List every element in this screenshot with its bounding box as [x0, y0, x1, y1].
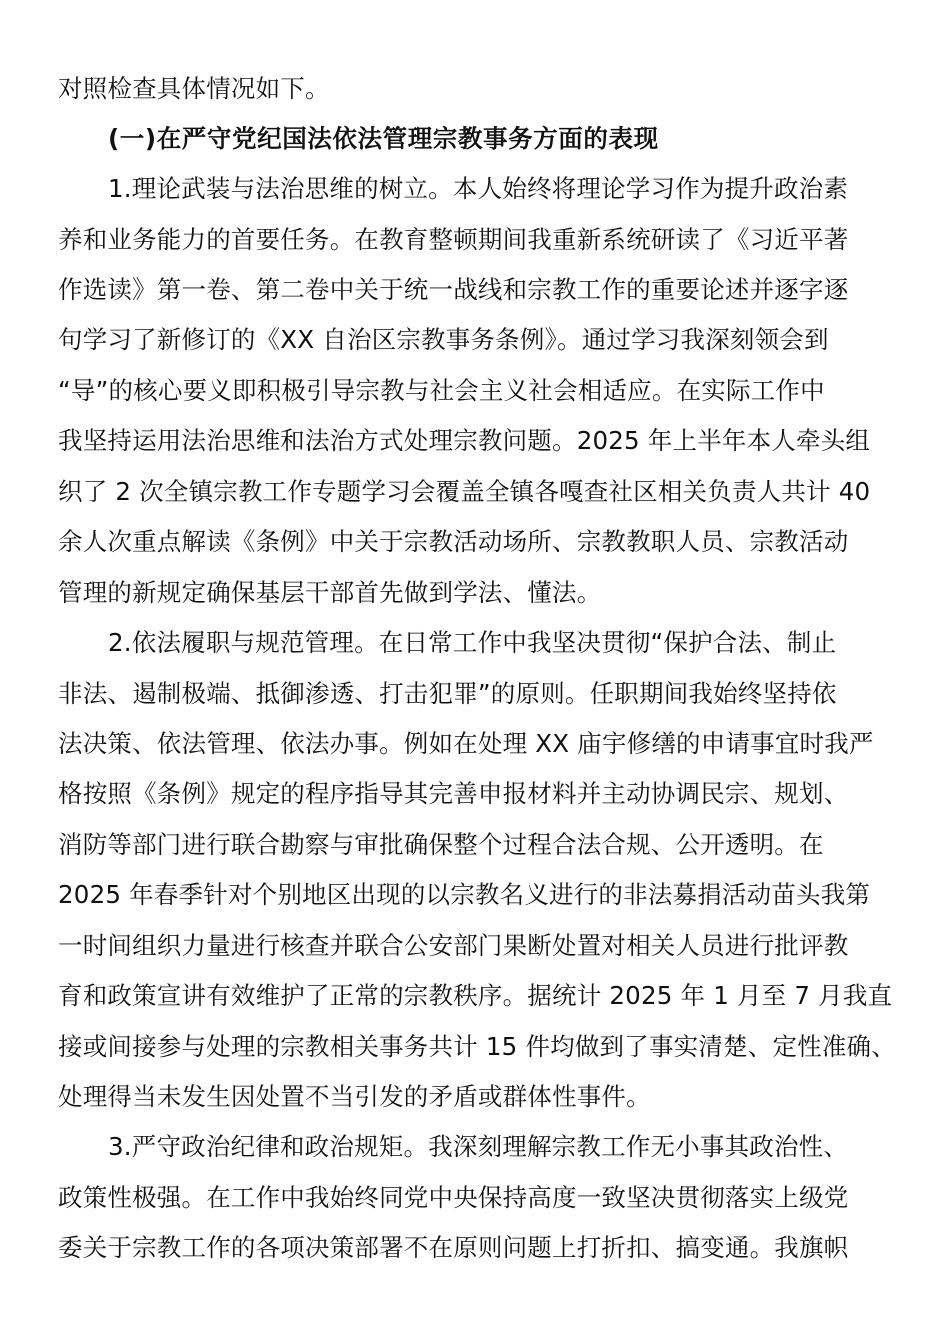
paragraph-3-line-3: 委关于宗教工作的各项决策部署不在原则问题上打折扣、搞变通。我旗帜: [58, 1233, 849, 1262]
paragraph-3-line-1: 3.严守政治纪律和政治规矩。我深刻理解宗教工作无小事其政治性、: [108, 1132, 849, 1161]
paragraph-1-line-2: 养和业务能力的首要任务。在教育整顿期间我重新系统研读了《习近平著: [58, 225, 849, 254]
paragraph-2-line-6: 2025 年春季针对个别地区出现的以宗教名义进行的非法募捐活动苗头我第: [58, 880, 871, 909]
paragraph-2-line-4: 格按照《条例》规定的程序指导其完善申报材料并主动协调民宗、规划、: [58, 779, 849, 808]
paragraph-2-line-5: 消防等部门进行联合勘察与审批确保整个过程合法合规、公开透明。在: [58, 830, 824, 859]
intro-line: 对照检查具体情况如下。: [58, 74, 330, 103]
paragraph-2-line-10: 处理得当未发生因处置不当引发的矛盾或群体性事件。: [58, 1082, 651, 1111]
paragraph-2-line-8: 育和政策宣讲有效维护了正常的宗教秩序。据统计 2025 年 1 月至 7 月我直: [58, 981, 893, 1010]
section-heading: (一)在严守党纪国法依法管理宗教事务方面的表现: [108, 124, 659, 153]
paragraph-2-line-2: 非法、遏制极端、抵御渗透、打击犯罪”的原则。任职期间我始终坚持依: [58, 679, 837, 708]
paragraph-2-line-3: 法决策、依法管理、依法办事。例如在处理 XX 庙宇修缮的申请事宜时我严: [58, 729, 874, 758]
paragraph-2-line-7: 一时间组织力量进行核查并联合公安部门果断处置对相关人员进行批评教: [58, 931, 849, 960]
paragraph-1-line-8: 余人次重点解读《条例》中关于宗教活动场所、宗教教职人员、宗教活动: [58, 527, 849, 556]
paragraph-1-line-9: 管理的新规定确保基层干部首先做到学法、懂法。: [58, 578, 602, 607]
paragraph-2-line-9: 接或间接参与处理的宗教相关事务共计 15 件均做到了事实清楚、定性准确、: [58, 1032, 896, 1061]
paragraph-3-line-2: 政策性极强。在工作中我始终同党中央保持高度一致坚决贯彻落实上级党: [58, 1183, 849, 1212]
paragraph-1-line-3: 作选读》第一卷、第二卷中关于统一战线和宗教工作的重要论述并逐字逐: [58, 275, 849, 304]
paragraph-1-line-4: 句学习了新修订的《XX 自治区宗教事务条例》。通过学习我深刻领会到: [58, 325, 829, 354]
paragraph-1-line-6: 我坚持运用法治思维和法治方式处理宗教问题。2025 年上半年本人牵头组: [58, 426, 871, 455]
paragraph-1-line-7: 织了 2 次全镇宗教工作专题学习会覆盖全镇各嘎查社区相关负责人共计 40: [58, 477, 871, 506]
paragraph-2-line-1: 2.依法履职与规范管理。在日常工作中我坚决贯彻“保护合法、制止: [108, 628, 837, 657]
paragraph-1-line-1: 1.理论武装与法治思维的树立。本人始终将理论学习作为提升政治素: [108, 174, 849, 203]
paragraph-1-line-5: “导”的核心要义即积极引导宗教与社会主义社会相适应。在实际工作中: [58, 376, 825, 405]
